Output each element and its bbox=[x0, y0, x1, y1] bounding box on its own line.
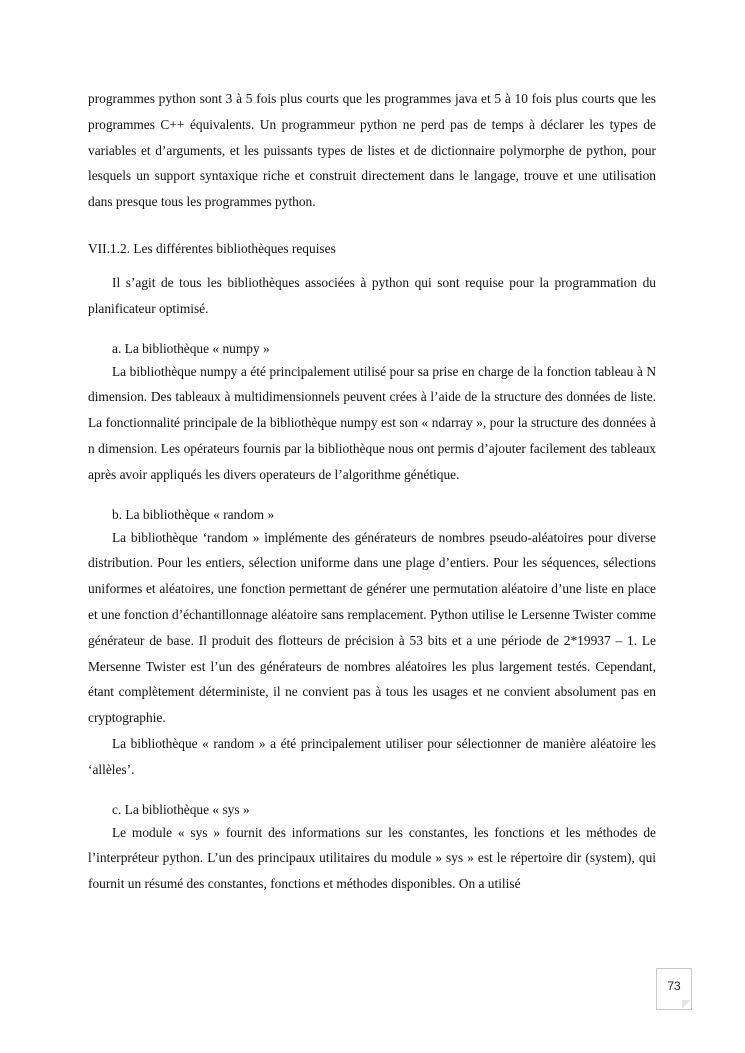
intro-paragraph: programmes python sont 3 à 5 fois plus courts que les programmes java et 5 à 10 fois plus courts que les programmes C++ équivalents. Un programmeur python ne perd pas de temps à déclarer les types de variables et d’arguments, et les puissants types de listes et de dictionnaire polymorphe de python, pour lesquels un support syntaxique riche et construit directement dans le langage, trouve et une utilisation dans presque tous les programmes python. bbox=[88, 91, 656, 210]
numpy-paragraph: La bibliothèque numpy a été principalement utilisé pour sa prise en charge de la fonction tableau à N dimension. Des tableaux à multidimensionnels peuvent crées à l’aide de la structure des données de liste. La fonctionnalité principale de la bibliothèque numpy est son « ndarray », pour la structure des données à n dimension. Les opérateurs fournis par la bibliothèque nous ont permis d’ajouter facilement des tableaux après avoir appliqués les divers operateurs de l’algorithme génétique. bbox=[88, 363, 656, 482]
random-usage-paragraph: La bibliothèque « random » a été principalement utiliser pour sélectionner de manière aléatoire les ‘allèles’. bbox=[88, 735, 656, 777]
subsection-heading-random: b. La bibliothèque « random » bbox=[112, 506, 275, 522]
subsection-heading-numpy: a. La bibliothèque « numpy » bbox=[112, 340, 270, 356]
page-number: 73 bbox=[667, 979, 681, 993]
document-page bbox=[88, 86, 656, 897]
page-curl-icon bbox=[682, 1000, 691, 1009]
sys-paragraph: Le module « sys » fournit des informations sur les constantes, les fonctions et les méthodes de l’interpréteur python. L’un des principaux utilitaires du module » sys » est le répertoire dir (system), qui fournit un résumé des constantes, fonctions et méthodes disponibles. On a utilisé bbox=[88, 824, 656, 892]
section-intro: Il s’agit de tous les bibliothèques associées à python qui sont requise pour la programmation du planificateur optimisé. bbox=[88, 274, 656, 316]
page-number-box bbox=[656, 968, 692, 1010]
random-paragraph: La bibliothèque ‘random » implémente des générateurs de nombres pseudo-aléatoires pour diverse distribution. Pour les entiers, sélection uniforme dans une plage d’entiers. Pour les séquences, sélections uniformes et aléatoires, une fonction permettant de générer une permutation aléatoire d’une liste en place et une fonction d’échantillonnage aléatoire sans remplacement. Python utilise le Lersenne Twister comme générateur de base. Il produit des flotteurs de précision à 53 bits et a une période de 2*19937 – 1. Le Mersenne Twister est l’un des générateurs de nombres aléatoires les plus largement testés. Cependant, étant complètement déterministe, il ne convient pas à tous les usages et ne convient absolument pas en cryptographie. bbox=[88, 529, 656, 726]
subsection-heading-sys: c. La bibliothèque « sys » bbox=[112, 801, 250, 817]
section-heading: VII.1.2. Les différentes bibliothèques requises bbox=[88, 240, 336, 256]
